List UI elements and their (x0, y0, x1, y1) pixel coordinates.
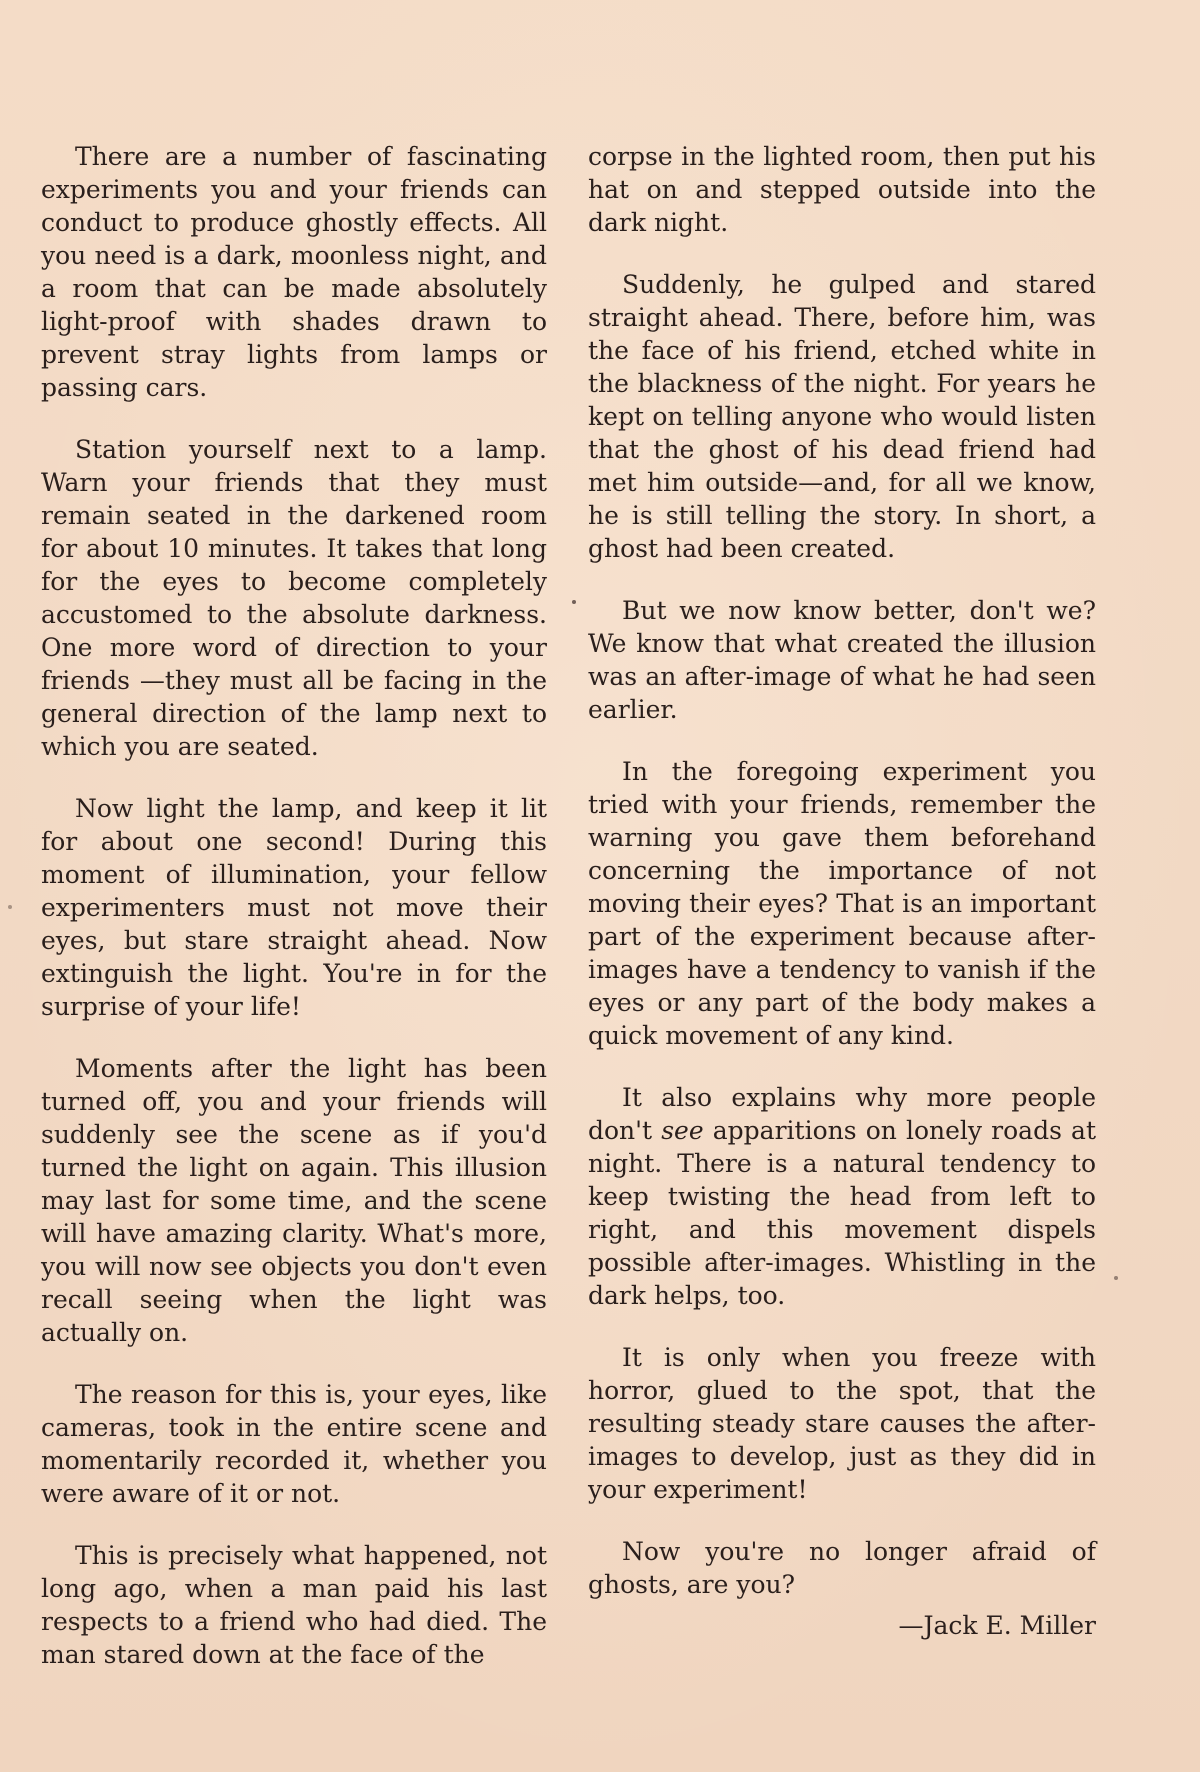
paragraph: Now you're no longer afraid of ghosts, are you? (588, 1537, 1096, 1599)
paragraph: Now light the lamp, and keep it lit for about one second! During this moment of illumination, your fellow experimenters must not move their eyes, but stare straight ahead. Now extinguish the light. You're in for the surprise of your life! (41, 794, 547, 1021)
emphasis: see (661, 1116, 704, 1145)
paragraph-continuation: corpse in the lighted room, then put his hat on and stepped outside into the dark night. (588, 142, 1096, 237)
left-column (41, 140, 547, 1700)
print-speck (8, 905, 12, 909)
paragraph: There are a number of fascinating experiments you and your friends can conduct to produce ghostly effects. All you need is a dark, moonless night, and a room that can be made absolutely light-proof with shades drawn to prevent stray lights from lamps or passing cars. (41, 142, 547, 402)
paragraph: Moments after the light has been turned off, you and your friends will suddenly see the scene as if you'd turned the light on again. This illusion may last for some time, and the scene will have amazing clarity. What's more, you will now see objects you don't even recall seeing when the light was actually on. (41, 1054, 547, 1347)
print-speck (572, 600, 576, 604)
paragraph: Station yourself next to a lamp. Warn your friends that they must remain seated in the darkened room for about 10 minutes. It takes that long for the eyes to become completely accustomed to the absolute darkness. One more word of direction to your friends —they must all be facing in the general direction of the lamp next to which you are seated. (41, 435, 547, 761)
text-run: apparitions on lonely roads at night. There is a natural tendency to keep twisting the head from left to right, and this movement dispels possible after-images. Whistling in the dark helps, too. (588, 1116, 1096, 1310)
paragraph: This is precisely what happened, not long ago, when a man paid his last respects to a friend who had died. The man stared down at the face of the (41, 1541, 547, 1669)
right-column (588, 140, 1096, 1642)
paragraph (588, 1081, 1096, 1312)
paragraph: In the foregoing experiment you tried with your friends, remember the warning you gave them beforehand concerning the importance of not moving their eyes? That is an important part of the experiment because after-images have a tendency to vanish if the eyes or any part of the body makes a quick movement of any kind. (588, 757, 1096, 1050)
paragraph: The reason for this is, your eyes, like cameras, took in the entire scene and momentarily recorded it, whether you were aware of it or not. (41, 1380, 547, 1508)
text-run: It also explains why more people don't (588, 1083, 1096, 1145)
author-signature: —Jack E. Miller (898, 1611, 1096, 1640)
paragraph: But we now know better, don't we? We know that what created the illusion was an after-image of what he had seen earlier. (588, 596, 1096, 724)
paragraph: It is only when you freeze with horror, glued to the spot, that the resulting steady stare causes the after-images to develop, just as they did in your experiment! (588, 1343, 1096, 1504)
print-speck (1114, 1276, 1118, 1280)
paragraph: Suddenly, he gulped and stared straight ahead. There, before him, was the face of his friend, etched white in the blackness of the night. For years he kept on telling anyone who would listen that the ghost of his dead friend had met him outside—and, for all we know, he is still telling the story. In short, a ghost had been created. (588, 270, 1096, 563)
